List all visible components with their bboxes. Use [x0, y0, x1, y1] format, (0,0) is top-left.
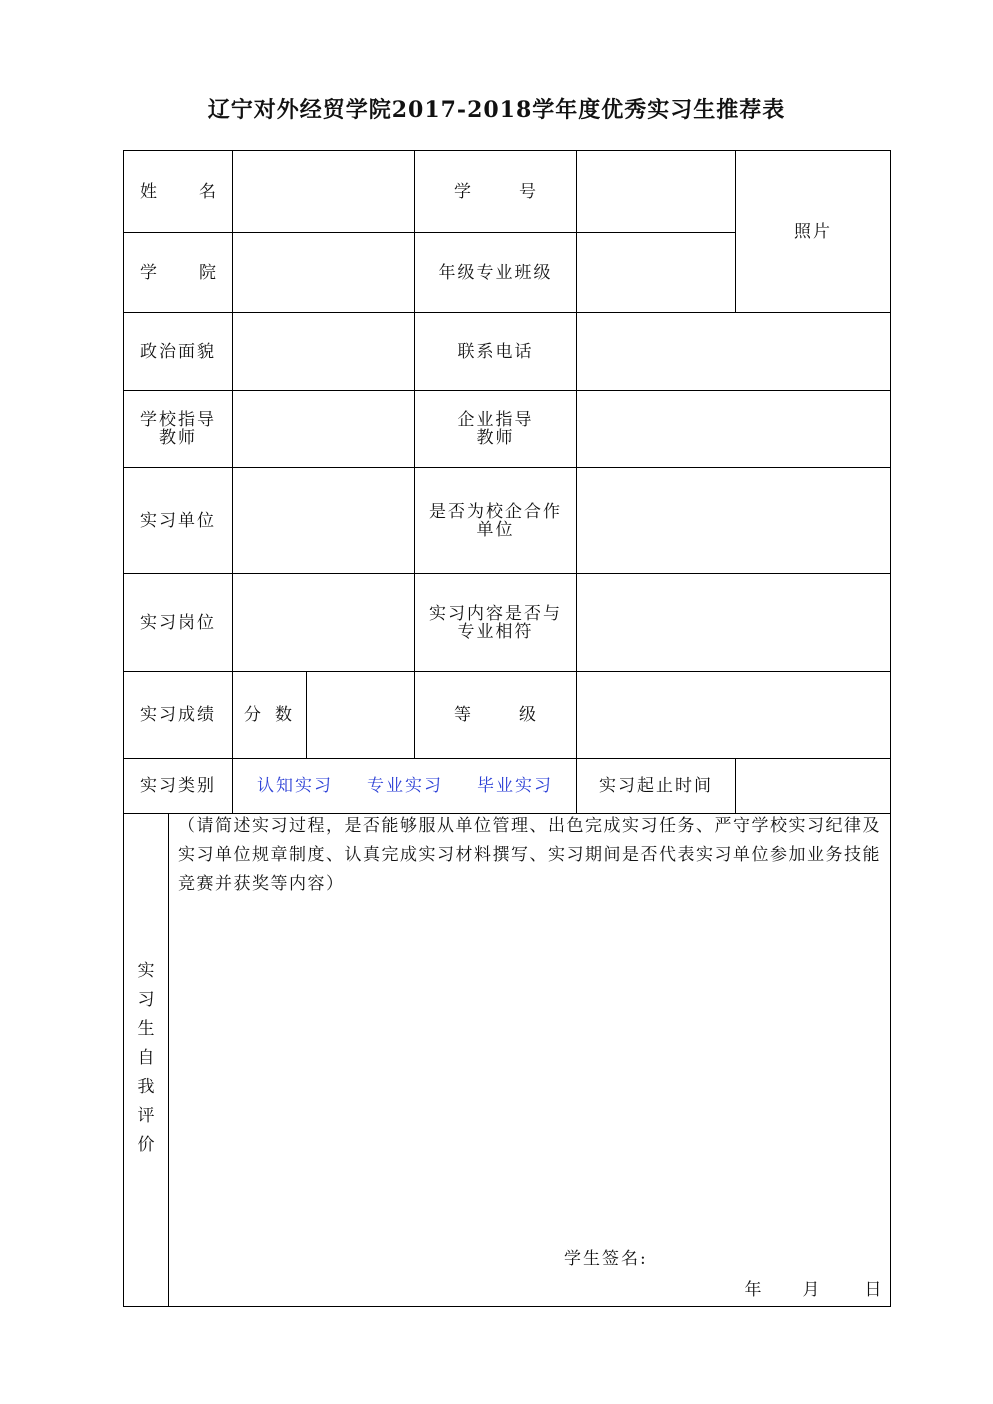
- internship-post-label: 实习岗位: [140, 612, 216, 633]
- coop-unit-label: 是否为校企合作 单位: [429, 501, 562, 540]
- form-title: 辽宁对外经贸学院2017-2018学年度优秀实习生推荐表: [207, 97, 786, 123]
- category-option-professional[interactable]: 专业实习: [367, 776, 443, 796]
- content-match-label: 实习内容是否与 专业相符: [429, 603, 562, 642]
- internship-unit-label: 实习单位: [140, 510, 216, 531]
- period-field[interactable]: [736, 759, 890, 813]
- recommendation-form: [123, 150, 891, 1307]
- name-field[interactable]: [233, 151, 414, 232]
- self-eval-instructions: （请简述实习过程，是否能够服从单位管理、出色完成实习任务、严守学校实习纪律及实习单位规章制度、认真完成实习材料撰写、实习期间是否代表实习单位参加业务技能竞赛并获奖等内容）: [178, 816, 881, 894]
- photo-label: 照片: [794, 221, 832, 242]
- grade-major-class-label: 年级专业班级: [438, 262, 553, 283]
- col-divider: [168, 813, 169, 1306]
- school-advisor-label: 学校指导 教师: [140, 410, 216, 448]
- content-match-field[interactable]: [577, 574, 890, 671]
- category-option-cognitive[interactable]: 认知实习: [257, 776, 333, 796]
- political-status-field[interactable]: [233, 313, 414, 390]
- college-label: 学 院: [140, 262, 218, 283]
- period-label: 实习起止时间: [599, 776, 713, 796]
- score-field[interactable]: [307, 672, 414, 758]
- name-label: 姓 名: [140, 181, 218, 202]
- school-advisor-field[interactable]: [233, 391, 414, 467]
- internship-post-field[interactable]: [233, 574, 414, 671]
- internship-unit-field[interactable]: [233, 468, 414, 573]
- level-field[interactable]: [577, 672, 890, 758]
- political-status-label: 政治面貌: [140, 341, 216, 362]
- coop-unit-field[interactable]: [577, 468, 890, 573]
- student-id-field[interactable]: [577, 151, 735, 232]
- student-id-label: 学 号: [454, 181, 538, 202]
- date-day: 日: [864, 1280, 884, 1300]
- grade-result-label: 实习成绩: [140, 705, 216, 725]
- level-label: 等 级: [454, 705, 538, 725]
- company-advisor-field[interactable]: [577, 391, 890, 467]
- grade-major-class-field[interactable]: [577, 233, 735, 312]
- phone-label: 联系电话: [457, 341, 534, 362]
- score-label: 分 数: [244, 705, 294, 725]
- self-eval-label: 实 习 生 自 我 评 价: [137, 961, 155, 1155]
- date-year: 年: [744, 1280, 764, 1300]
- category-label: 实习类别: [140, 776, 216, 796]
- category-option-graduation[interactable]: 毕业实习: [477, 776, 553, 796]
- company-advisor-label: 企业指导 教师: [457, 410, 534, 448]
- phone-field[interactable]: [577, 313, 890, 390]
- signature-label: 学生签名:: [564, 1249, 648, 1269]
- self-eval-field[interactable]: [170, 911, 889, 1241]
- signature-field[interactable]: [664, 1246, 864, 1272]
- photo-box[interactable]: [736, 151, 890, 312]
- date-month: 月: [802, 1280, 822, 1300]
- college-field[interactable]: [233, 233, 414, 312]
